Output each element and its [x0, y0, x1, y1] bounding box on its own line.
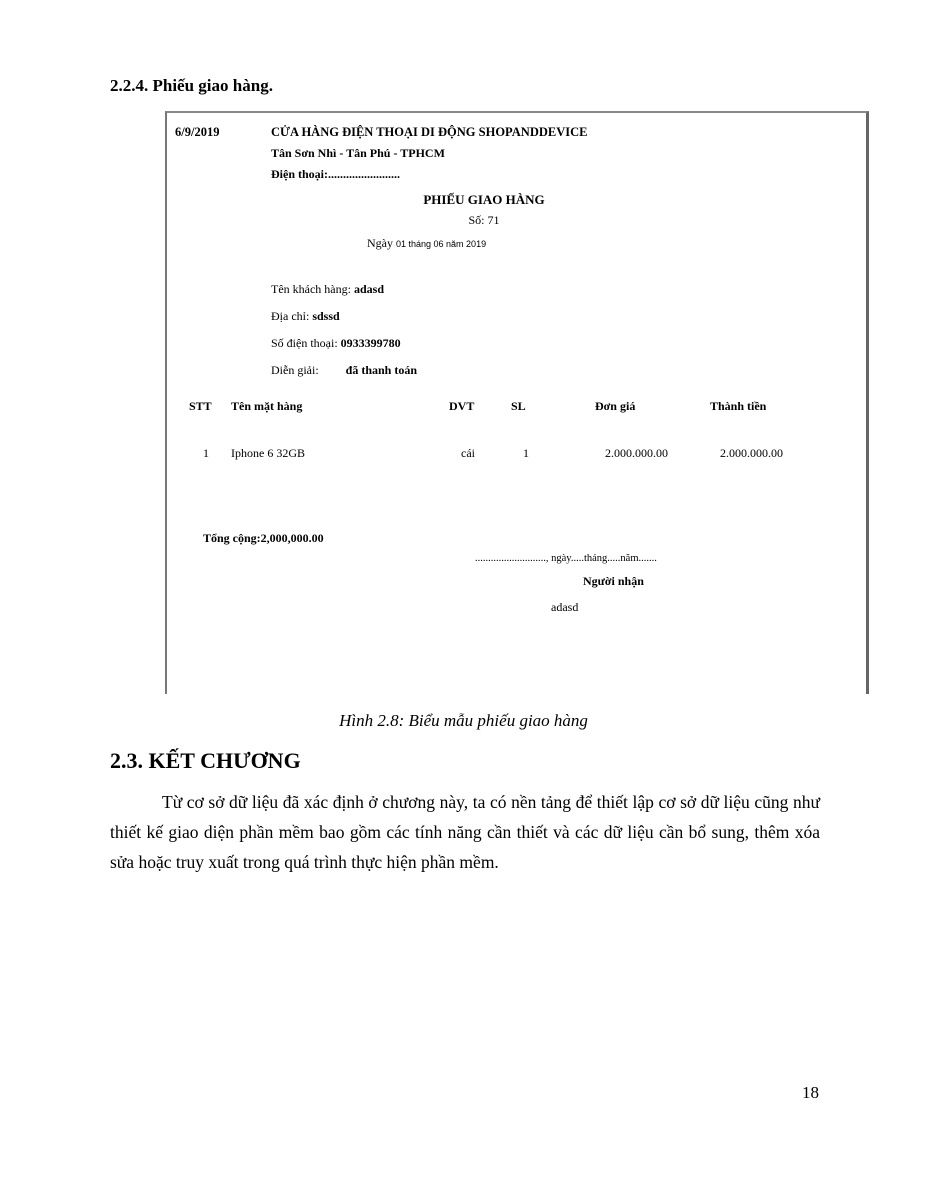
- customer-name-label: Tên khách hàng:: [271, 282, 351, 296]
- signature-date: ..........................., ngày.....tháng.....năm.......: [475, 553, 657, 564]
- body-paragraph: Từ cơ sở dữ liệu đã xác định ở chương này, ta có nền tảng để thiết lập cơ sở dữ liệu cũng như thiết kế giao diện phần mềm bao gồm các tính năng cần thiết và các dữ liệu cần bổ sung, thêm xóa sửa hoặc truy xuất trong quá trình thực hiện phần mềm.: [110, 792, 820, 872]
- store-phone: Điện thoại:........................: [271, 167, 400, 181]
- customer-phone: [271, 336, 401, 351]
- slip-date: 6/9/2019: [175, 125, 220, 139]
- delivery-slip-screenshot: [165, 111, 869, 694]
- customer-address-label: Địa chỉ:: [271, 309, 310, 323]
- column-header-qty: SL: [511, 399, 526, 413]
- row-stt: 1: [203, 446, 209, 460]
- slip-day-value: 01 tháng 06 năm 2019: [396, 239, 487, 249]
- chapter-heading: 2.3. KẾT CHƯƠNG: [110, 748, 301, 773]
- row-qty: 1: [523, 446, 529, 460]
- slip-day-label: Ngày: [367, 236, 393, 250]
- customer-note-value: đã thanh toán: [345, 363, 418, 377]
- column-header-item: Tên mặt hàng: [231, 399, 303, 413]
- slip-title: PHIẾU GIAO HÀNG: [423, 192, 545, 207]
- column-header-amount: Thành tiền: [710, 399, 767, 413]
- store-name: CỬA HÀNG ĐIỆN THOẠI DI ĐỘNG SHOPANDDEVICE: [271, 125, 588, 139]
- signature-name: adasd: [551, 600, 579, 614]
- customer-phone-value: 0933399780: [340, 336, 401, 350]
- section-heading: 2.2.4. Phiếu giao hàng.: [110, 76, 273, 95]
- customer-note-label: Diễn giải:: [271, 363, 319, 377]
- slip-day: [367, 236, 486, 251]
- column-header-unit: DVT: [449, 399, 475, 413]
- column-header-stt: STT: [189, 399, 212, 413]
- customer-name: [271, 282, 384, 297]
- signature-role: Người nhận: [583, 574, 644, 588]
- figure-caption: Hình 2.8: Biểu mẫu phiếu giao hàng: [339, 711, 588, 730]
- row-unit: cái: [461, 446, 475, 460]
- page-number: 18: [802, 1083, 819, 1102]
- customer-address: [271, 309, 340, 324]
- column-header-price: Đơn giá: [595, 399, 636, 413]
- slip-total: Tổng cộng:2,000,000.00: [203, 531, 324, 545]
- customer-name-value: adasd: [353, 282, 384, 296]
- slip-number: Số: 71: [468, 213, 500, 227]
- customer-phone-label: Số điện thoại:: [271, 336, 338, 350]
- row-item: Iphone 6 32GB: [231, 446, 305, 460]
- store-address: Tân Sơn Nhì - Tân Phú - TPHCM: [271, 146, 445, 160]
- customer-note: [271, 363, 417, 378]
- row-amount: 2.000.000.00: [720, 446, 783, 460]
- row-price: 2.000.000.00: [605, 446, 668, 460]
- customer-address-value: sdssd: [312, 309, 340, 323]
